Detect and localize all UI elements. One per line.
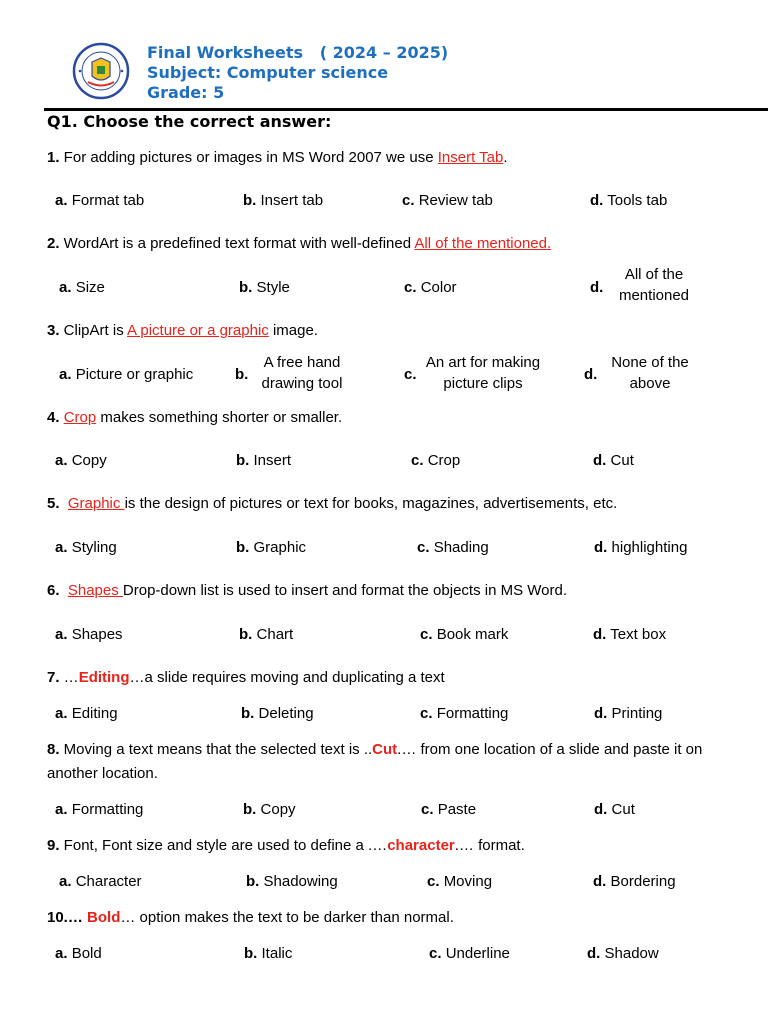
option-c-text: An art for making picture clips [425,354,541,392]
option-a [55,799,143,820]
option-text: highlighting [611,539,688,556]
question-number: 5. [47,495,60,512]
answer-text: All of the mentioned. [414,235,552,252]
option-letter: b. [243,192,257,209]
option-letter: d. [594,705,608,722]
question-number: 9. [47,837,60,854]
question-6 [47,579,567,603]
option-c [420,624,508,645]
option-letter: c. [417,539,430,556]
option-letter: c. [429,945,442,962]
option-text: Formatting [71,801,144,818]
option-b [243,190,323,211]
question-5 [47,492,617,516]
option-c [429,943,510,964]
option-letter: d. [594,539,608,556]
question-1 [47,146,508,170]
option-letter: b. [236,452,250,469]
question-number: 6. [47,582,60,599]
option-text: Paste [437,801,477,818]
question-text: … option makes the text to be darker than normal. [120,909,454,926]
option-a [55,624,123,645]
option-text: Cut [611,801,635,818]
option-b [239,624,293,645]
option-d [594,537,687,558]
option-b-text: A free hand drawing tool [261,354,343,392]
option-letter: b. [246,873,260,890]
option-a [55,943,102,964]
option-a [59,871,142,892]
question-2 [47,232,551,256]
option-letter: d. [590,192,604,209]
question-number: 2. [47,235,60,252]
option-c [402,190,493,211]
question-text [60,582,68,599]
option-text: Shadowing [263,873,338,890]
option-letter: d. [593,452,607,469]
question-text: .… format. [454,837,525,854]
option-b [236,537,306,558]
question-4 [47,406,342,430]
option-letter: c. [404,366,417,383]
option-b [241,703,314,724]
option-letter: a. [55,539,68,556]
question-text: image. [268,322,318,339]
option-a [55,537,117,558]
option-letter: b. [239,279,253,296]
option-letter: c. [404,279,417,296]
option-letter: b. [235,366,249,383]
option-d [593,871,676,892]
option-letter: c. [420,626,433,643]
option-letter: c. [411,452,424,469]
question-number: 10.… [47,909,83,926]
question-number: 3. [47,322,60,339]
answer-text: Graphic [67,495,125,512]
question-text: Drop-down list is used to insert and format the objects in MS Word. [122,582,567,599]
answer-text: Cut [372,741,398,758]
option-c [421,799,476,820]
option-text: Color [420,279,457,296]
option-text: Chart [256,626,294,643]
question-number: 1. [47,149,60,166]
option-text: Text box [610,626,667,643]
question-text: .… from one location of a slide and paste it on another location. [47,741,703,782]
question-number: 4. [47,409,60,426]
question-text: Font, Font size and style are used to define a .… [59,837,388,854]
option-text: Cut [610,452,634,469]
option-text: Bold [71,945,102,962]
option-letter: a. [55,945,68,962]
question-8 [47,738,707,786]
question-3 [47,319,318,343]
option-text: Crop [427,452,461,469]
question-10 [47,906,454,930]
option-a [59,277,105,298]
grade-line: Grade: 5 [147,83,225,102]
answer-text: Editing [78,669,130,686]
option-text: Review tab [418,192,493,209]
option-letter: a. [55,452,68,469]
option-text: Insert [253,452,292,469]
option-d [593,450,634,471]
option-d [593,624,666,645]
option-text: Editing [71,705,118,722]
question-text: makes something shorter or smaller. [96,409,343,426]
option-d [594,703,662,724]
option-letter: a. [55,801,68,818]
option-text: Bordering [610,873,676,890]
option-text: Style [256,279,290,296]
option-b [236,450,291,471]
question-text: Moving a text means that the selected text is .. [59,741,373,758]
option-letter: d. [594,801,608,818]
option-c [420,703,508,724]
question-text: For adding pictures or images in MS Word 2007 we use [59,149,438,166]
option-letter: a. [59,279,72,296]
option-letter: d. [587,945,601,962]
option-text: Character [75,873,142,890]
option-letter: c. [427,873,440,890]
question-text: WordArt is a predefined text format with well-defined [59,235,415,252]
option-text: Book mark [436,626,509,643]
option-text: Insert tab [260,192,324,209]
option-text: Picture or graphic [75,366,194,383]
question-text: . [503,149,508,166]
question-number: 8. [47,741,60,758]
question-text: … [59,669,79,686]
option-letter: a. [55,192,68,209]
option-letter: a. [55,705,68,722]
option-letter: b. [239,626,253,643]
option-c [404,277,457,298]
option-letter: b. [236,539,250,556]
option-c [404,364,417,385]
option-d [590,277,603,298]
option-c [417,537,489,558]
option-text: Formatting [436,705,509,722]
school-logo [68,42,134,100]
option-a [55,190,144,211]
option-text: Styling [71,539,117,556]
question-text: ClipArt is [59,322,128,339]
answer-text: Crop [63,409,97,426]
option-text: Shading [433,539,489,556]
option-letter: c. [420,705,433,722]
question-text: …a slide requires moving and duplicating a text [129,669,445,686]
option-d [587,943,659,964]
option-letter: d. [593,626,607,643]
option-d-text: All of the mentioned [618,266,690,304]
answer-text: Insert Tab [437,149,504,166]
option-letter: d. [584,366,598,383]
option-letter: b. [243,801,257,818]
option-text: Moving [443,873,493,890]
answer-text: Shapes [67,582,123,599]
option-text: Size [75,279,105,296]
option-b [235,364,248,385]
option-text: Format tab [71,192,145,209]
option-d-text: None of the above [611,354,689,392]
option-letter: a. [59,873,72,890]
option-d [594,799,635,820]
option-letter: c. [402,192,415,209]
option-b [243,799,296,820]
option-c [427,871,492,892]
option-b [244,943,292,964]
option-a [55,703,118,724]
option-letter: a. [59,366,72,383]
option-text: Shapes [71,626,123,643]
subject-line: Subject: Computer science [147,63,389,82]
option-d [590,190,667,211]
question-9 [47,834,525,858]
option-text: Tools tab [607,192,668,209]
option-a [59,364,193,385]
option-letter: d. [590,279,604,296]
option-text: Deleting [258,705,314,722]
option-d [584,364,597,385]
answer-text: A picture or a graphic [127,322,269,339]
option-text: Graphic [253,539,307,556]
worksheet-title: Final Worksheets ( 2024 – 2025) [147,43,449,62]
answer-text: character [387,837,455,854]
option-text: Copy [71,452,107,469]
option-letter: c. [421,801,434,818]
question-number: 7. [47,669,60,686]
option-letter: b. [241,705,255,722]
option-a [55,450,107,471]
option-letter: b. [244,945,258,962]
option-b [246,871,338,892]
section-title: Q1. Choose the correct answer: [47,112,332,131]
header-divider [44,108,768,111]
option-text: Copy [260,801,296,818]
option-text: Shadow [604,945,659,962]
option-text: Printing [611,705,663,722]
worksheet-header [147,43,448,103]
answer-text: Bold [87,909,121,926]
question-text [60,495,68,512]
question-text: is the design of pictures or text for books, magazines, advertisements, etc. [124,495,618,512]
option-text: Italic [261,945,293,962]
option-letter: a. [55,626,68,643]
option-text: Underline [445,945,510,962]
question-7 [47,666,445,690]
option-b [239,277,290,298]
option-c [411,450,460,471]
option-letter: d. [593,873,607,890]
